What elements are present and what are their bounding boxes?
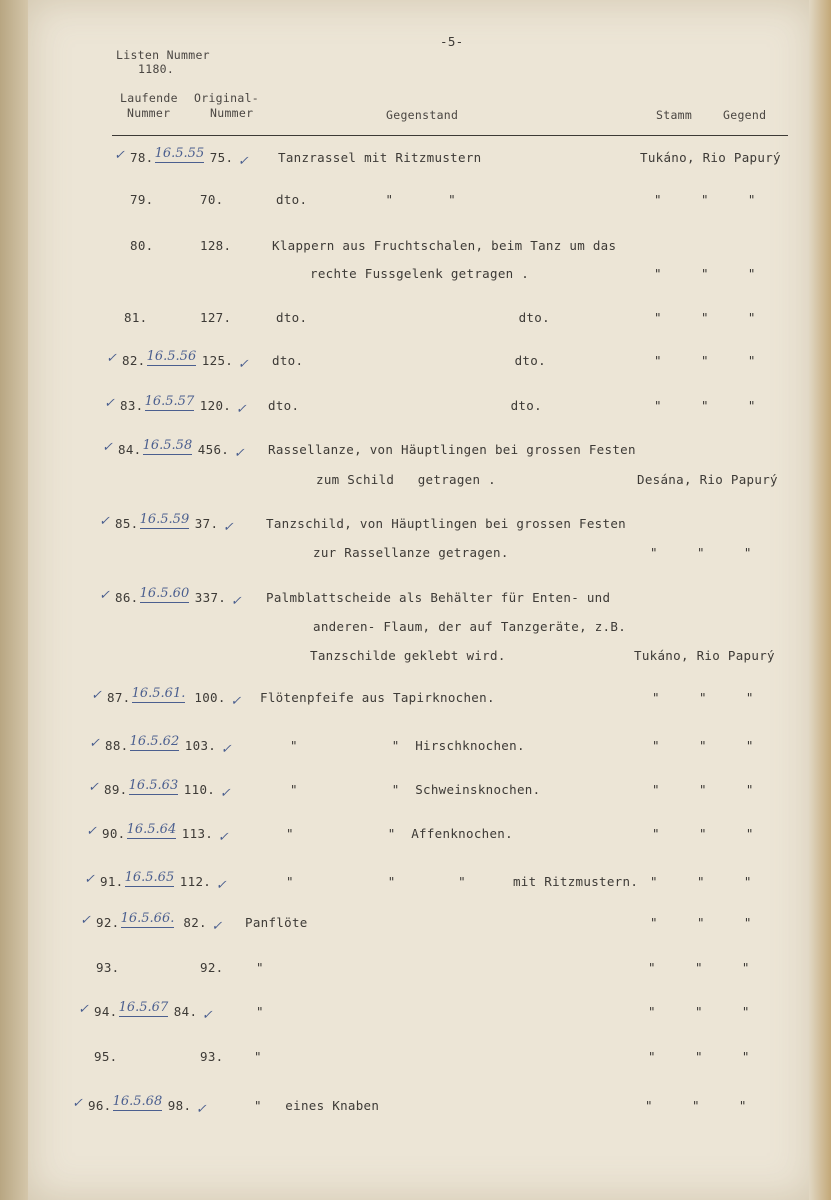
check-mark: ✓: [106, 351, 117, 366]
row-lfd-number: 88.: [105, 738, 129, 753]
row-inventory-number: 16.5.65: [124, 870, 175, 885]
row-original-number: 82.: [183, 915, 207, 930]
row-inventory-number: 16.5.68: [112, 1094, 163, 1109]
row-description: zum Schild getragen .: [316, 472, 496, 487]
row-stamm-gegend: " " ": [654, 353, 756, 368]
row-description: dto. " ": [276, 192, 456, 207]
row-stamm-gegend: " " ": [648, 960, 750, 975]
row-original-number: 456.: [197, 442, 230, 457]
row-original-number: 75.: [209, 150, 234, 165]
row-stamm-gegend: " " ": [654, 398, 756, 413]
row-lfd-number: 80.: [130, 238, 154, 253]
col-header-gegend: Gegend: [723, 108, 767, 122]
row-description: Palmblattscheide als Behälter für Enten- und: [266, 590, 611, 605]
row-original-number: 103.: [184, 738, 217, 753]
page-number: -5-: [440, 34, 464, 49]
tick-mark: ✓: [230, 694, 242, 709]
row-stamm-gegend: " " ": [654, 266, 756, 281]
row-lfd-number: 81.: [124, 310, 148, 325]
row-stamm-gegend: Desána, Rio Papurý: [637, 472, 778, 487]
check-mark: ✓: [114, 148, 125, 163]
row-inventory-number: 16.5.56: [146, 349, 197, 364]
row-stamm-gegend: " " ": [648, 1049, 750, 1064]
row-stamm-gegend: " " ": [650, 874, 752, 889]
row-original-number: 112.: [179, 874, 212, 889]
row-lfd-number: 86.: [115, 590, 139, 605]
check-mark: ✓: [88, 780, 99, 795]
tick-mark: ✓: [230, 594, 242, 609]
list-header-label: Listen Nummer: [116, 48, 210, 62]
row-lfd-number: 92.: [96, 915, 120, 930]
row-description: " eines Knaben: [254, 1098, 380, 1113]
tick-mark: ✓: [233, 446, 245, 461]
row-original-number: 70.: [200, 192, 224, 207]
row-stamm-gegend: Tukáno, Rio Papurý: [640, 150, 781, 165]
row-lfd-number: 79.: [130, 192, 154, 207]
row-description: Rassellanze, von Häuptlingen bei grossen Festen: [268, 442, 636, 457]
check-mark: ✓: [102, 440, 113, 455]
tick-mark: ✓: [211, 919, 223, 934]
row-lfd-number: 85.: [115, 516, 139, 531]
check-mark: ✓: [84, 872, 95, 887]
row-stamm-gegend: " " ": [650, 915, 752, 930]
row-stamm-gegend: " " ": [654, 310, 756, 325]
row-description: Tanzrassel mit Ritzmustern: [278, 150, 482, 165]
row-original-number: 84.: [173, 1004, 198, 1019]
row-original-number: 92.: [200, 960, 224, 975]
row-description: ": [254, 1049, 262, 1064]
col-header-gegenstand: Gegenstand: [386, 108, 459, 122]
tick-mark: ✓: [222, 520, 234, 535]
row-description: ": [256, 960, 264, 975]
col-header-stamm: Stamm: [656, 108, 693, 122]
row-description: zur Rassellanze getragen.: [313, 545, 509, 560]
row-description: " " Affenknochen.: [286, 826, 513, 841]
row-description: Flötenpfeife aus Tapirknochen.: [260, 690, 495, 705]
row-description: ": [256, 1004, 264, 1019]
row-lfd-number: 96.: [88, 1098, 112, 1113]
row-inventory-number: 16.5.60: [139, 586, 190, 601]
row-inventory-number: 16.5.61.: [131, 686, 186, 701]
row-original-number: 337.: [194, 590, 227, 605]
row-original-number: 127.: [200, 310, 232, 325]
row-description: Klappern aus Fruchtschalen, beim Tanz um das: [272, 238, 617, 253]
check-mark: ✓: [80, 913, 91, 928]
tick-mark: ✓: [219, 786, 231, 801]
row-stamm-gegend: " " ": [645, 1098, 747, 1113]
row-description: anderen- Flaum, der auf Tanzgeräte, z.B.: [313, 619, 627, 634]
tick-mark: ✓: [195, 1102, 207, 1117]
row-stamm-gegend: " " ": [648, 1004, 750, 1019]
row-original-number: 100.: [194, 690, 226, 705]
row-original-number: 128.: [200, 238, 232, 253]
col-header-lfd-1: Laufende: [120, 91, 178, 105]
row-inventory-number: 16.5.66.: [120, 911, 175, 926]
row-lfd-number: 91.: [100, 874, 124, 889]
row-description: Tanzschilde geklebt wird.: [310, 648, 506, 663]
row-lfd-number: 94.: [94, 1004, 118, 1019]
row-original-number: 125.: [201, 353, 234, 368]
row-lfd-number: 89.: [104, 782, 128, 797]
check-mark: ✓: [89, 736, 100, 751]
page-edge-shadow: [809, 0, 831, 1200]
check-mark: ✓: [99, 588, 110, 603]
row-lfd-number: 90.: [102, 826, 126, 841]
row-original-number: 113.: [181, 826, 214, 841]
row-inventory-number: 16.5.55: [154, 146, 205, 161]
row-stamm-gegend: " " ": [650, 545, 752, 560]
row-stamm-gegend: " " ": [652, 690, 754, 705]
row-description: rechte Fussgelenk getragen .: [310, 266, 530, 281]
tick-mark: ✓: [217, 830, 229, 845]
col-header-lfd-2: Nummer: [127, 106, 171, 120]
row-original-number: 110.: [183, 782, 216, 797]
check-mark: ✓: [99, 514, 110, 529]
row-description: dto. dto.: [272, 353, 546, 368]
row-inventory-number: 16.5.57: [144, 394, 195, 409]
check-mark: ✓: [104, 396, 115, 411]
row-description: dto. dto.: [276, 310, 550, 325]
row-inventory-number: 16.5.67: [118, 1000, 169, 1015]
row-stamm-gegend: " " ": [654, 192, 756, 207]
row-lfd-number: 82.: [122, 353, 146, 368]
row-inventory-number: 16.5.58: [142, 438, 193, 453]
row-lfd-number: 87.: [107, 690, 131, 705]
row-description: " " " mit Ritzmustern.: [286, 874, 639, 889]
row-lfd-number: 93.: [96, 960, 120, 975]
row-lfd-number: 78.: [130, 150, 154, 165]
row-description: " " Hirschknochen.: [290, 738, 525, 753]
row-original-number: 120.: [199, 398, 232, 413]
header-rule: [112, 135, 788, 136]
row-original-number: 98.: [167, 1098, 192, 1113]
row-inventory-number: 16.5.64: [126, 822, 177, 837]
tick-mark: ✓: [201, 1008, 213, 1023]
row-lfd-number: 84.: [118, 442, 142, 457]
tick-mark: ✓: [235, 402, 247, 417]
row-inventory-number: 16.5.59: [139, 512, 190, 527]
row-stamm-gegend: " " ": [652, 826, 754, 841]
tick-mark: ✓: [237, 357, 249, 372]
row-inventory-number: 16.5.63: [128, 778, 179, 793]
tick-mark: ✓: [215, 878, 227, 893]
row-description: Tanzschild, von Häuptlingen bei grossen Festen: [266, 516, 626, 531]
col-header-orig-2: Nummer: [210, 106, 254, 120]
row-stamm-gegend: " " ": [652, 782, 754, 797]
row-stamm-gegend: " " ": [652, 738, 754, 753]
row-inventory-number: 16.5.62: [129, 734, 180, 749]
row-stamm-gegend: Tukáno, Rio Papurý: [634, 648, 775, 663]
col-header-orig-1: Original-: [194, 91, 260, 105]
check-mark: ✓: [72, 1096, 83, 1111]
row-description: Panflöte: [245, 915, 308, 930]
tick-mark: ✓: [237, 154, 249, 169]
tick-mark: ✓: [220, 742, 232, 757]
check-mark: ✓: [86, 824, 97, 839]
row-original-number: 93.: [200, 1049, 224, 1064]
check-mark: ✓: [91, 688, 102, 703]
row-lfd-number: 95.: [94, 1049, 118, 1064]
check-mark: ✓: [78, 1002, 89, 1017]
row-lfd-number: 83.: [120, 398, 144, 413]
row-original-number: 37.: [194, 516, 219, 531]
row-description: dto. dto.: [268, 398, 542, 413]
list-header-number: 1180.: [138, 62, 175, 76]
row-description: " " Schweinsknochen.: [290, 782, 541, 797]
